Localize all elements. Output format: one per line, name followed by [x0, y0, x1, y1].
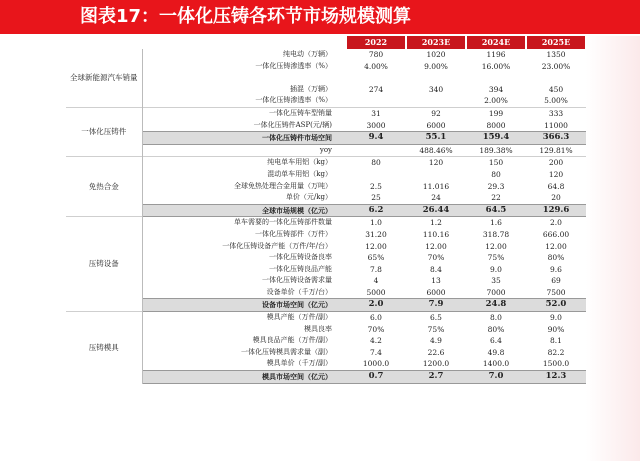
value-cell: 318.78 — [482, 229, 510, 239]
value-cell: 333 — [526, 107, 586, 119]
value-cell — [346, 72, 406, 84]
value-cell: 340 — [428, 84, 444, 94]
row-label — [142, 72, 346, 84]
value-cell: 55.1 — [406, 132, 466, 145]
market-size-table — [66, 36, 587, 384]
value-cell: 129.81% — [539, 145, 573, 155]
value-cell: 7.4 — [370, 347, 382, 357]
value-cell: 5000 — [366, 287, 386, 297]
table-row — [66, 120, 586, 132]
value-cell: 24 — [431, 193, 441, 203]
value-cell: 70% — [427, 253, 445, 263]
row-label: 单车需要的一体化压铸部件数量 — [142, 217, 346, 229]
value-cell: 22 — [491, 193, 501, 203]
table-row — [66, 144, 586, 157]
value-cell — [406, 95, 466, 107]
value-cell: 9.0 — [526, 312, 586, 324]
value-cell: 4.2 — [370, 336, 382, 346]
value-cell: 1200.0 — [422, 359, 450, 369]
row-label: 一体化压铸渗透率（%） — [255, 96, 332, 105]
value-cell: 488.46% — [419, 145, 453, 155]
row-label: yoy — [319, 145, 332, 154]
table-row — [66, 312, 586, 324]
background-shade — [586, 36, 640, 461]
value-cell: 4.00% — [364, 61, 388, 71]
value-cell: 1400.0 — [482, 359, 510, 369]
table-row — [66, 61, 586, 73]
value-cell: 69 — [551, 276, 561, 286]
value-cell: 70% — [367, 324, 385, 334]
value-cell: 64.5 — [466, 204, 526, 217]
value-cell: 1020 — [426, 50, 446, 59]
table-row — [66, 192, 586, 204]
value-cell: 450 — [548, 84, 564, 94]
value-cell: 26.44 — [406, 204, 466, 217]
row-label: 插混（万辆） — [290, 84, 332, 93]
value-cell: 9.00% — [424, 61, 448, 71]
value-cell: 120 — [548, 169, 564, 179]
header-row — [66, 36, 586, 49]
row-label: 模具良率 — [304, 324, 332, 333]
row-label: 混动单车用铝（kg） — [267, 169, 332, 178]
value-cell: 11.016 — [422, 181, 450, 191]
table-row — [66, 157, 586, 169]
value-cell: 200 — [526, 157, 586, 169]
group-label: 全球新能源汽车销量 — [66, 49, 142, 107]
value-cell — [346, 95, 406, 107]
value-cell: 199 — [466, 107, 526, 119]
header-blank — [66, 36, 142, 49]
value-cell: 6.5 — [406, 312, 466, 324]
row-label: 全球市场规模（亿元） — [142, 204, 346, 217]
value-cell: 1.2 — [406, 217, 466, 229]
value-cell — [406, 169, 466, 181]
value-cell: 159.4 — [466, 132, 526, 145]
value-cell: 16.00% — [481, 61, 511, 71]
value-cell: 75% — [487, 253, 505, 263]
value-cell: 4 — [373, 276, 379, 286]
value-cell: 4.9 — [430, 336, 442, 346]
table-row — [66, 347, 586, 359]
value-cell — [346, 169, 406, 181]
value-cell: 82.2 — [547, 347, 565, 357]
table-row — [66, 324, 586, 336]
value-cell: 8.1 — [550, 336, 562, 346]
table-body — [66, 49, 586, 383]
value-cell: 2.5 — [370, 181, 382, 191]
table-row — [66, 181, 586, 193]
value-cell: 8.0 — [466, 312, 526, 324]
value-cell: 110.16 — [422, 229, 450, 239]
chart-title: 图表17：一体化压铸各环节市场规模测算 — [0, 0, 640, 34]
value-cell: 12.00 — [485, 241, 507, 251]
value-cell: 7.0 — [466, 371, 526, 384]
value-cell: 9.4 — [346, 132, 406, 145]
value-cell: 25 — [371, 193, 381, 203]
value-cell: 22.6 — [427, 347, 445, 357]
row-label: 模具产能（万件/副） — [142, 312, 346, 324]
value-cell: 12.00 — [545, 241, 567, 251]
value-cell: 31.20 — [365, 229, 387, 239]
row-label: 设备单价（千万/台） — [266, 287, 332, 296]
value-cell: 1500.0 — [542, 359, 570, 369]
column-header: 2022 — [346, 36, 406, 49]
header-blank — [142, 36, 346, 49]
table-row — [66, 299, 586, 312]
value-cell: 20 — [551, 193, 561, 203]
row-label: 纯电单车用铝（kg） — [142, 157, 346, 169]
column-header: 2025E — [526, 36, 586, 49]
table-row — [66, 252, 586, 264]
table-row — [66, 204, 586, 217]
table-row — [66, 371, 586, 384]
row-label: 模具良品产能（万件/副） — [252, 336, 332, 345]
value-cell: 1.0 — [346, 217, 406, 229]
value-cell: 6.2 — [346, 204, 406, 217]
value-cell: 7.9 — [406, 299, 466, 312]
row-label: 纯电动（万辆） — [283, 50, 332, 58]
value-cell: 7500 — [546, 287, 566, 297]
value-cell: 6.4 — [490, 336, 502, 346]
table-row — [66, 49, 586, 61]
value-cell: 150 — [466, 157, 526, 169]
row-label: 模具单价（千万/副） — [266, 359, 332, 368]
row-label: 一体化压铸部件（万件） — [255, 229, 332, 238]
value-cell: 2.0 — [346, 299, 406, 312]
value-cell: 12.00 — [425, 241, 447, 251]
table-row — [66, 287, 586, 299]
value-cell: 80 — [491, 169, 501, 179]
value-cell: 65% — [367, 253, 385, 263]
row-label: 一体化压铸设备良率 — [269, 253, 332, 262]
value-cell: 129.6 — [526, 204, 586, 217]
group-label: 压铸设备 — [66, 217, 142, 312]
value-cell: 3000 — [366, 120, 386, 130]
column-header: 2024E — [466, 36, 526, 49]
table-row — [66, 84, 586, 96]
value-cell: 189.38% — [479, 145, 513, 155]
table-row — [66, 169, 586, 181]
value-cell: 1000.0 — [362, 359, 390, 369]
value-cell: 6000 — [426, 120, 446, 130]
table-row — [66, 217, 586, 229]
value-cell: 2.00% — [484, 96, 508, 106]
value-cell: 7.8 — [370, 264, 382, 274]
table-row — [66, 72, 586, 84]
table-row — [66, 107, 586, 119]
value-cell: 52.0 — [526, 299, 586, 312]
value-cell: 29.3 — [487, 181, 505, 191]
value-cell: 80% — [547, 253, 565, 263]
value-cell — [466, 72, 526, 84]
value-cell: 0.7 — [346, 371, 406, 384]
value-cell — [406, 72, 466, 84]
value-cell: 24.8 — [466, 299, 526, 312]
row-label: 一体化压铸设备产能（万件/年/台） — [222, 241, 332, 250]
value-cell: 12.00 — [365, 241, 387, 251]
value-cell: 6.0 — [346, 312, 406, 324]
table-row — [66, 229, 586, 241]
value-cell: 13 — [431, 276, 441, 286]
value-cell: 35 — [491, 276, 501, 286]
table-row — [66, 358, 586, 370]
value-cell: 120 — [406, 157, 466, 169]
row-label: 一体化压铸件ASP(元/辆) — [253, 120, 332, 129]
value-cell: 9.0 — [490, 264, 502, 274]
group-label: 免热合金 — [66, 157, 142, 217]
value-cell: 31 — [346, 107, 406, 119]
value-cell: 1.6 — [466, 217, 526, 229]
row-label: 一体化压铸车型销量 — [142, 107, 346, 119]
value-cell: 7000 — [486, 287, 506, 297]
table-row — [66, 132, 586, 145]
value-cell: 64.8 — [547, 181, 565, 191]
row-label: 设备市场空间（亿元） — [142, 299, 346, 312]
value-cell — [526, 72, 586, 84]
row-label: 全球免热处理合金用量（万吨） — [234, 181, 332, 190]
value-cell: 2.0 — [526, 217, 586, 229]
row-label: 模具市场空间（亿元） — [142, 371, 346, 384]
row-label: 一体化压铸良品产能 — [269, 264, 332, 273]
value-cell: 1196 — [486, 50, 506, 59]
row-label: 一体化压铸件市场空间 — [142, 132, 346, 145]
value-cell: 2.7 — [406, 371, 466, 384]
table-row — [66, 241, 586, 253]
value-cell: 49.8 — [487, 347, 505, 357]
group-label: 压铸模具 — [66, 312, 142, 384]
value-cell: 9.6 — [550, 264, 562, 274]
value-cell — [346, 144, 406, 157]
table-row — [66, 335, 586, 347]
row-label: 一体化压铸渗透率（%） — [255, 61, 332, 70]
value-cell: 12.3 — [526, 371, 586, 384]
row-label: 一体化压铸模具需求量（副） — [241, 347, 332, 356]
market-size-table-wrap — [66, 36, 586, 384]
row-label: 单价（元/kg） — [285, 193, 332, 202]
value-cell: 80 — [346, 157, 406, 169]
value-cell: 1350 — [546, 50, 566, 59]
value-cell: 80% — [487, 324, 505, 334]
value-cell: 92 — [406, 107, 466, 119]
column-header: 2023E — [406, 36, 466, 49]
value-cell: 666.00 — [542, 229, 570, 239]
group-label: 一体化压铸件 — [66, 107, 142, 156]
row-label: 一体化压铸设备需求量 — [262, 276, 332, 285]
table-row — [66, 264, 586, 276]
value-cell: 8000 — [486, 120, 506, 130]
value-cell: 274 — [368, 84, 384, 94]
value-cell: 6000 — [426, 287, 446, 297]
value-cell: 394 — [488, 84, 504, 94]
value-cell: 366.3 — [526, 132, 586, 145]
value-cell: 75% — [427, 324, 445, 334]
value-cell: 780 — [368, 50, 384, 59]
table-row — [66, 275, 586, 287]
table-row — [66, 95, 586, 107]
value-cell: 11000 — [544, 120, 568, 130]
value-cell: 8.4 — [430, 264, 442, 274]
value-cell: 23.00% — [541, 61, 571, 71]
value-cell: 90% — [547, 324, 565, 334]
value-cell: 5.00% — [544, 96, 568, 106]
